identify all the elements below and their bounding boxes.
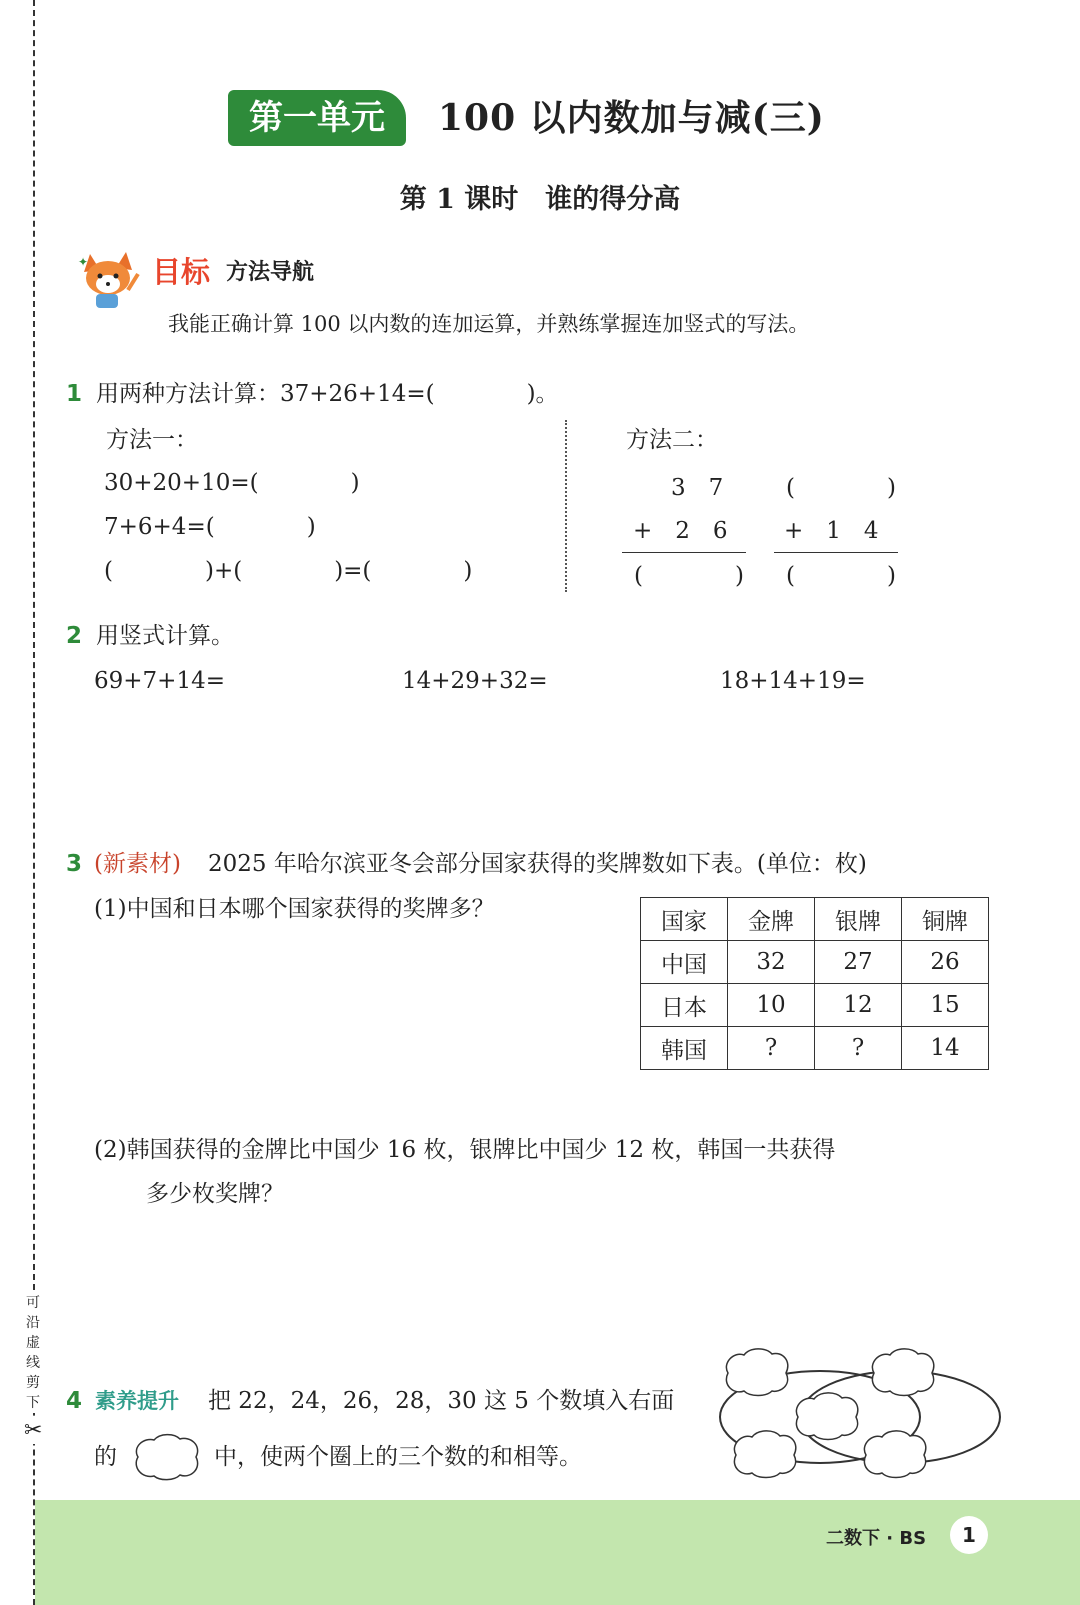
goal-text: 我能正确计算 100 以内数的连加运算，并熟练掌握连加竖式的写法。 bbox=[168, 312, 810, 336]
q2-prompt: 用竖式计算。 bbox=[96, 623, 234, 649]
goal-label: 目标 bbox=[152, 255, 211, 289]
table-row bbox=[641, 984, 989, 1027]
question-number: 4 bbox=[66, 1388, 83, 1414]
medal-table bbox=[640, 897, 989, 1070]
table-row bbox=[641, 941, 989, 984]
scissors-icon: ✂ bbox=[24, 1418, 43, 1443]
q4-line1: 把 22，24，26，28，30 这 5 个数填入右面 bbox=[208, 1388, 675, 1414]
footer-label: 二数下 · BS bbox=[826, 1528, 927, 1549]
unit-title: 100 以内数加与减(三) bbox=[438, 97, 825, 139]
method-one-line: 30+20+10=( ) bbox=[104, 470, 360, 496]
method-two-label: 方法二： bbox=[626, 427, 718, 453]
table-header-cell: 银牌 bbox=[815, 898, 902, 941]
table-cell: 韩国 bbox=[641, 1027, 728, 1070]
q4-line2-start: 的 bbox=[94, 1444, 117, 1470]
table-cell: 14 bbox=[902, 1027, 989, 1070]
table-header-row bbox=[641, 898, 989, 941]
table-header-cell: 国家 bbox=[641, 898, 728, 941]
table-cell: ? bbox=[815, 1027, 902, 1070]
question-number: 3 bbox=[66, 851, 83, 877]
vertical-sum-line bbox=[774, 552, 898, 553]
table-cell: 32 bbox=[728, 941, 815, 984]
vertical-addend: + 1 4 bbox=[784, 518, 879, 544]
q4-line2-end: 中，使两个圈上的三个数的和相等。 bbox=[214, 1444, 582, 1470]
table-header-cell: 金牌 bbox=[728, 898, 815, 941]
cloud-blank-icon bbox=[128, 1431, 204, 1483]
method-one-line: 7+6+4=( ) bbox=[104, 514, 316, 540]
vertical-result: ( ) bbox=[634, 563, 744, 589]
table-cell: 12 bbox=[815, 984, 902, 1027]
q3-sub1: (1)中国和日本哪个国家获得的奖牌多？ bbox=[94, 896, 495, 922]
vertical-addend: 3 7 bbox=[671, 475, 724, 501]
table-cell: 15 bbox=[902, 984, 989, 1027]
q3-sub2-line2: 多少枚奖牌？ bbox=[146, 1181, 284, 1207]
q3-sub2-line1: (2)韩国获得的金牌比中国少 16 枚，银牌比中国少 12 枚，韩国一共获得 bbox=[94, 1137, 836, 1163]
table-cell: 26 bbox=[902, 941, 989, 984]
side-note-char: 可 bbox=[26, 1295, 40, 1311]
goal-sublabel: 方法导航 bbox=[226, 260, 315, 285]
table-cell: ? bbox=[728, 1027, 815, 1070]
table-row bbox=[641, 1027, 989, 1070]
fox-mascot-icon bbox=[76, 244, 146, 310]
side-note-char: 沿 bbox=[26, 1315, 40, 1331]
method-one-label: 方法一： bbox=[106, 427, 198, 453]
svg-text:✦: ✦ bbox=[78, 255, 89, 269]
lesson-title: 第 1 课时 谁的得分高 bbox=[399, 184, 681, 215]
q2-expression: 18+14+19= bbox=[720, 668, 866, 694]
q2-expression: 14+29+32= bbox=[402, 668, 548, 694]
table-header-cell: 铜牌 bbox=[902, 898, 989, 941]
table-cell: 中国 bbox=[641, 941, 728, 984]
page-number: 1 bbox=[950, 1516, 988, 1554]
vertical-addend: + 2 6 bbox=[633, 518, 728, 544]
vertical-addend: ( ) bbox=[786, 475, 896, 501]
table-cell: 27 bbox=[815, 941, 902, 984]
new-material-tag: (新素材) bbox=[94, 851, 181, 877]
side-note-char: 剪 bbox=[26, 1375, 40, 1391]
side-note-char: 线 bbox=[26, 1355, 40, 1371]
side-note-char: 虚 bbox=[26, 1335, 40, 1351]
unit-badge: 第一单元 bbox=[228, 90, 406, 146]
question-number: 2 bbox=[66, 623, 83, 649]
side-note-char: 下 bbox=[26, 1395, 40, 1411]
q3-prompt: 2025 年哈尔滨亚冬会部分国家获得的奖牌数如下表。(单位：枚) bbox=[208, 851, 867, 877]
table-cell: 10 bbox=[728, 984, 815, 1027]
question-number: 1 bbox=[66, 381, 83, 407]
table-cell: 日本 bbox=[641, 984, 728, 1027]
vertical-result: ( ) bbox=[786, 563, 896, 589]
two-circles-diagram bbox=[710, 1345, 1010, 1485]
method-one-line: ( )+( )=( ) bbox=[104, 558, 473, 584]
cut-along-dashes-note bbox=[22, 1293, 44, 1413]
literacy-badge: 素养提升 bbox=[95, 1389, 179, 1413]
vertical-sum-line bbox=[622, 552, 746, 553]
q2-expression: 69+7+14= bbox=[94, 668, 225, 694]
q1-prompt: 用两种方法计算：37+26+14=( )。 bbox=[96, 381, 559, 407]
method-divider bbox=[565, 420, 567, 592]
